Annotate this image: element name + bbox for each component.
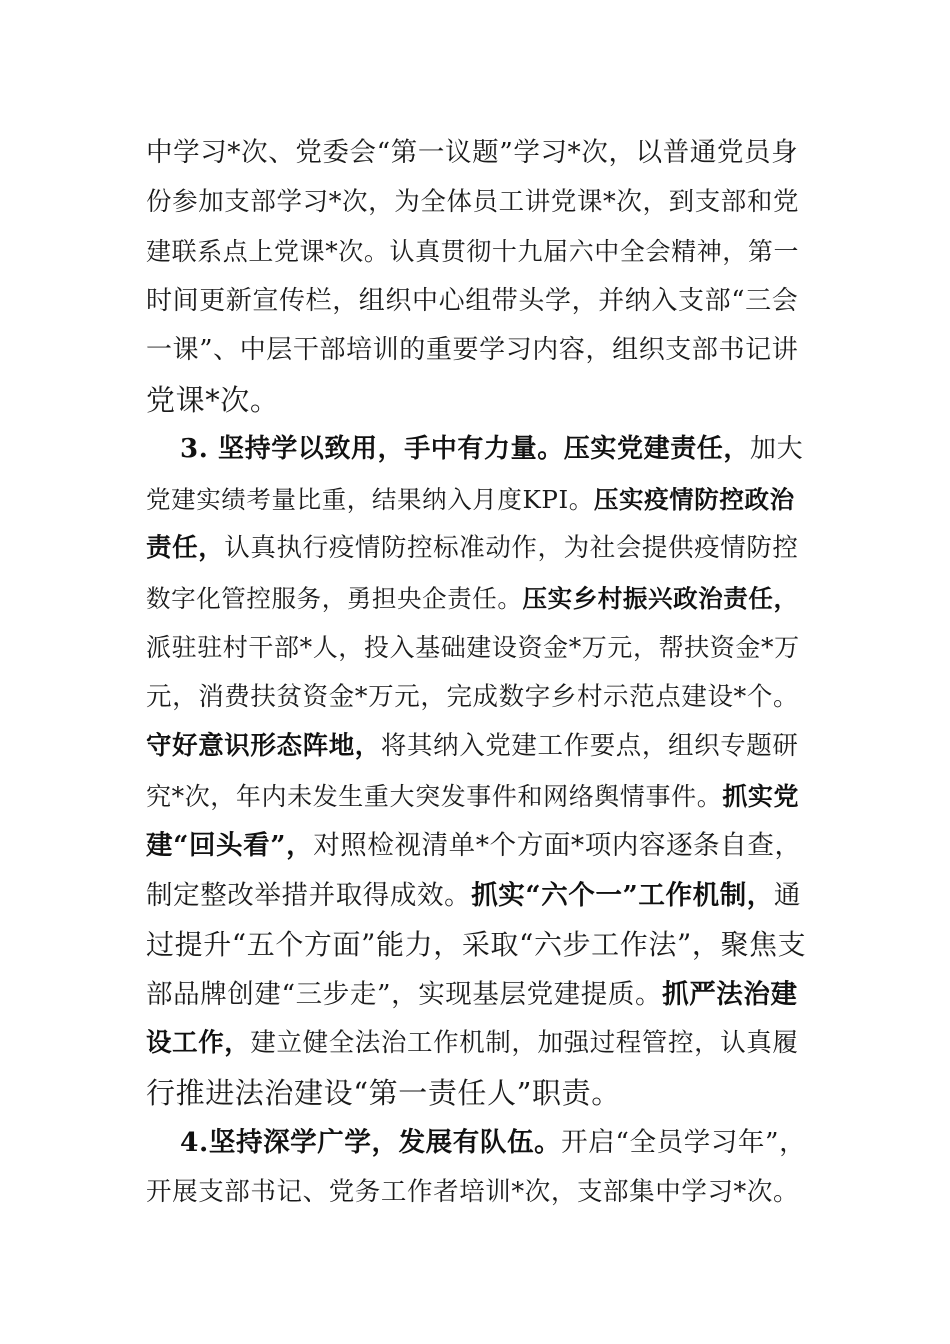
text-run: 部品牌创建“三步走”，实现基层党建提质。 bbox=[146, 978, 663, 1010]
text-run: 认真执行疫情防控标准动作，为社会提供疫情防控 bbox=[224, 533, 799, 563]
text-line bbox=[146, 425, 806, 475]
text-line bbox=[146, 970, 806, 1020]
text-line bbox=[146, 920, 806, 970]
text-run: 行推进法治建设“第一责任人”职责。 bbox=[146, 1075, 621, 1110]
text-line bbox=[146, 574, 806, 624]
text-run: 数字化管控服务，勇担央企责任。 bbox=[146, 583, 523, 613]
text-run: 过提升“五个方面”能力，采取“六步工作法”，聚焦支 bbox=[146, 928, 807, 961]
text-line bbox=[146, 178, 806, 228]
paragraph-2 bbox=[146, 425, 806, 1118]
text-run: 建联系点上党课*次。认真贯彻十九届六中全会精神，第一 bbox=[146, 237, 800, 266]
text-run-bold: 4.坚持深学广学，发展有队伍。 bbox=[180, 1127, 562, 1158]
text-line bbox=[146, 673, 806, 723]
text-line bbox=[146, 326, 806, 376]
text-line bbox=[146, 128, 806, 178]
text-line bbox=[146, 1118, 806, 1168]
text-run-bold: 压实疫情防控政治 bbox=[593, 484, 795, 514]
text-line bbox=[146, 772, 806, 822]
text-line bbox=[146, 1069, 806, 1119]
text-line bbox=[146, 277, 806, 327]
text-run: 党建实绩考量比重，结果纳入月度KPI。 bbox=[146, 484, 594, 514]
text-run-bold: 压实乡村振兴政治责任， bbox=[522, 583, 799, 613]
text-run: 将其纳入党建工作要点，组织专题研 bbox=[380, 731, 799, 761]
text-run: 中学习*次、党委会“第一议题”学习*次，以普通党员身 bbox=[146, 137, 799, 168]
text-run: 究*次，年内未发生重大突发事件和网络舆情事件。 bbox=[146, 781, 723, 811]
text-line bbox=[146, 524, 806, 574]
text-line bbox=[146, 1168, 806, 1218]
text-run: 制定整改举措并取得成效。 bbox=[146, 879, 472, 911]
paragraph-3 bbox=[146, 1118, 806, 1217]
document-body bbox=[146, 128, 806, 1217]
text-run: 开启“全员学习年”， bbox=[561, 1127, 807, 1158]
text-line bbox=[146, 821, 806, 871]
text-run: 一课”、中层干部培训的重要学习内容，组织支部书记讲 bbox=[146, 335, 799, 365]
text-run-bold: 守好意识形态阵地， bbox=[146, 731, 381, 761]
text-run: 建立健全法治工作机制，加强过程管控，认真履 bbox=[250, 1028, 799, 1058]
text-run-bold: 3. 坚持学以致用，手中有力量。压实党建责任， bbox=[180, 434, 750, 464]
text-run-bold: 设工作， bbox=[146, 1028, 251, 1058]
text-line bbox=[146, 1019, 806, 1069]
text-run: 元，消费扶贫资金*万元，完成数字乡村示范点建设*个。 bbox=[146, 681, 800, 712]
text-run-bold: 抓实“六个一”工作机制， bbox=[471, 879, 774, 911]
text-run: 派驻驻村干部*人，投入基础建设资金*万元，帮扶资金*万 bbox=[146, 633, 800, 662]
text-run: 时间更新宣传栏，组织中心组带头学，并纳入支部“三会 bbox=[146, 285, 799, 316]
text-run-bold: 抓实党 bbox=[722, 781, 800, 811]
text-run: 通 bbox=[773, 879, 801, 911]
text-line bbox=[146, 475, 806, 525]
text-run-bold: 责任， bbox=[146, 533, 225, 563]
text-run: 对照检视清单*个方面*项内容逐条自查， bbox=[313, 830, 802, 861]
text-run-bold: 建“回头看”， bbox=[146, 830, 314, 861]
text-line bbox=[146, 871, 806, 921]
text-run: 党课*次。 bbox=[146, 382, 280, 417]
text-run-bold: 抓严法治建 bbox=[662, 978, 798, 1010]
text-run: 开展支部书记、党务工作者培训*次，支部集中学习*次。 bbox=[146, 1176, 800, 1207]
text-run: 份参加支部学习*次，为全体员工讲党课*次，到支部和党 bbox=[146, 186, 800, 217]
text-line bbox=[146, 376, 806, 426]
text-line bbox=[146, 227, 806, 277]
text-line bbox=[146, 722, 806, 772]
paragraph-1 bbox=[146, 128, 806, 425]
text-line bbox=[146, 623, 806, 673]
text-run: 加大 bbox=[750, 434, 804, 464]
